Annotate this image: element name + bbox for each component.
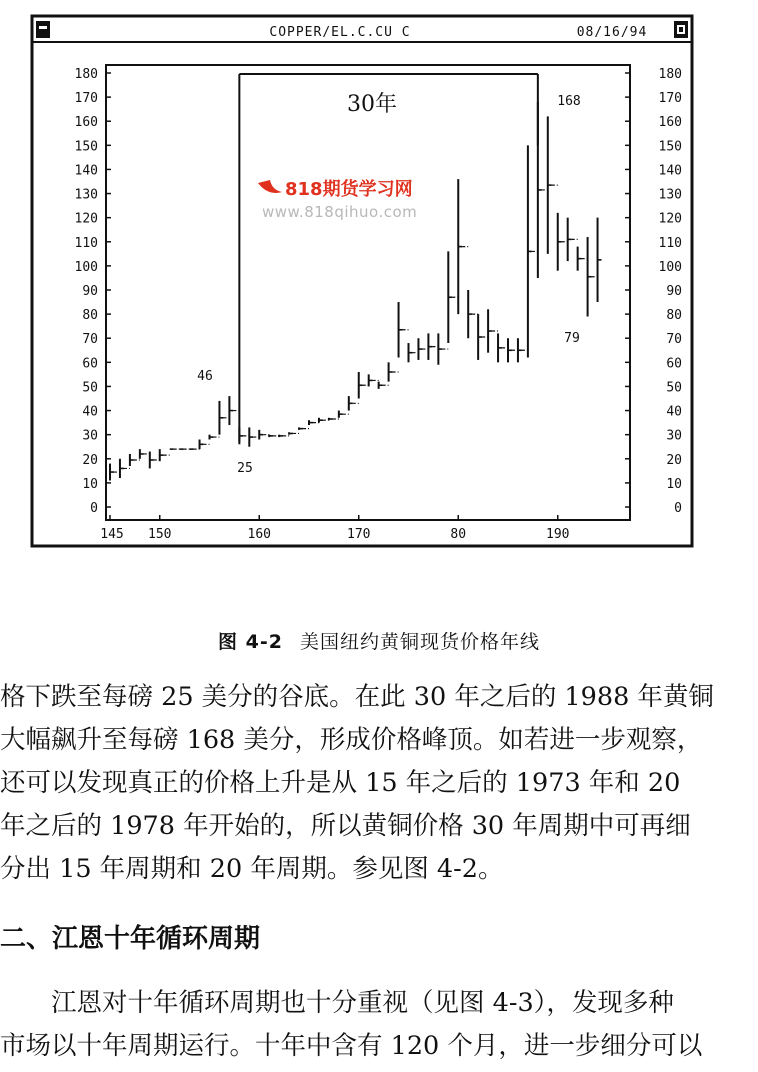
y-tick-label: 170 xyxy=(658,91,682,107)
y-tick-label: 50 xyxy=(82,380,98,396)
section-heading: 二、江恩十年循环周期 xyxy=(0,924,261,954)
y-tick-label: 20 xyxy=(82,452,98,468)
y-tick-label: 120 xyxy=(658,211,682,227)
y-tick-label: 70 xyxy=(82,332,98,348)
window-date: 08/16/94 xyxy=(576,25,648,40)
plot-frame xyxy=(106,65,630,520)
y-tick-label: 80 xyxy=(82,308,98,324)
y-tick-label: 150 xyxy=(74,139,98,155)
x-tick-label: 190 xyxy=(546,527,570,542)
y-tick-label: 60 xyxy=(82,356,98,372)
paragraph-1 xyxy=(0,676,745,891)
y-tick-label: 100 xyxy=(74,259,98,275)
y-tick-label: 0 xyxy=(674,501,682,516)
y-tick-label: 100 xyxy=(658,259,682,275)
x-tick-label: 145 xyxy=(100,527,124,542)
annotation-peak-46: 46 xyxy=(197,369,213,384)
paragraph-2 xyxy=(0,982,745,1068)
y-tick-label: 130 xyxy=(74,187,98,203)
figure-number: 图 4-2 xyxy=(217,631,283,653)
watermark-url: www.818qihuo.com xyxy=(262,203,418,221)
figure-title: 美国纽约黄铜现货价格年线 xyxy=(299,631,540,653)
annotation-trough-25: 25 xyxy=(237,461,253,476)
scroll-icon[interactable] xyxy=(674,21,688,38)
text-line: 大幅飙升至每磅 168 美分，形成价格峰顶。如若进一步观察， xyxy=(0,725,703,755)
y-tick-label: 140 xyxy=(658,163,682,179)
text-line: 还可以发现真正的价格上升是从 15 年之后的 1973 年和 20 xyxy=(0,768,681,798)
x-tick-label: 170 xyxy=(347,527,371,542)
y-tick-label: 30 xyxy=(82,428,98,444)
window-menu-icon[interactable] xyxy=(36,21,50,38)
y-tick-label: 110 xyxy=(658,235,682,251)
annotation-peak-168: 168 xyxy=(557,94,581,109)
y-tick-label: 30 xyxy=(666,428,682,444)
watermark-logo xyxy=(258,178,417,221)
y-tick-label: 40 xyxy=(666,404,682,420)
y-tick-label: 40 xyxy=(82,404,98,420)
y-tick-label: 150 xyxy=(658,139,682,155)
y-tick-label: 130 xyxy=(658,187,682,203)
y-tick-label: 90 xyxy=(82,284,98,299)
y-tick-label: 120 xyxy=(74,211,98,227)
y-tick-label: 50 xyxy=(666,380,682,396)
y-tick-label: 110 xyxy=(74,235,98,251)
y-tick-label: 80 xyxy=(666,308,682,324)
figure-caption xyxy=(0,627,758,654)
cycle-box xyxy=(239,74,537,442)
y-tick-label: 70 xyxy=(666,332,682,348)
y-tick-label: 140 xyxy=(74,163,98,179)
y-tick-label: 160 xyxy=(658,115,682,131)
annotation-low-79: 79 xyxy=(564,331,580,346)
y-tick-label: 20 xyxy=(666,452,682,468)
y-tick-label: 160 xyxy=(74,115,98,131)
y-tick-label: 180 xyxy=(74,67,98,82)
swoosh-icon xyxy=(258,180,282,193)
y-tick-label: 90 xyxy=(666,284,682,299)
text-line: 年之后的 1978 年开始的，所以黄铜价格 30 年周期中可再细 xyxy=(0,811,691,841)
text-line: 分出 15 年周期和 20 年周期。参见图 4-2。 xyxy=(0,854,504,884)
y-tick-label: 10 xyxy=(82,476,98,492)
window-title: COPPER/EL.C.CU C xyxy=(269,25,411,40)
y-axis-right xyxy=(625,67,682,516)
x-tick-label: 160 xyxy=(247,527,271,542)
y-tick-label: 170 xyxy=(74,91,98,107)
y-tick-label: 10 xyxy=(666,476,682,492)
text-line: 江恩对十年循环周期也十分重视（见图 4-3），发现多种 xyxy=(0,988,674,1018)
price-bars xyxy=(110,102,602,481)
y-tick-label: 0 xyxy=(90,501,98,516)
text-line: 格下跌至每磅 25 美分的谷底。在此 30 年之后的 1988 年黄铜 xyxy=(0,682,714,712)
y-tick-label: 180 xyxy=(658,67,682,82)
text-line: 市场以十年周期运行。十年中含有 120 个月，进一步细分可以 xyxy=(0,1031,703,1061)
x-tick-label: 150 xyxy=(148,527,172,542)
annotation-30-years: 30年 xyxy=(347,92,397,117)
watermark-brand: 818期货学习网 xyxy=(285,179,413,200)
x-tick-label: 80 xyxy=(450,527,467,542)
y-tick-label: 60 xyxy=(666,356,682,372)
